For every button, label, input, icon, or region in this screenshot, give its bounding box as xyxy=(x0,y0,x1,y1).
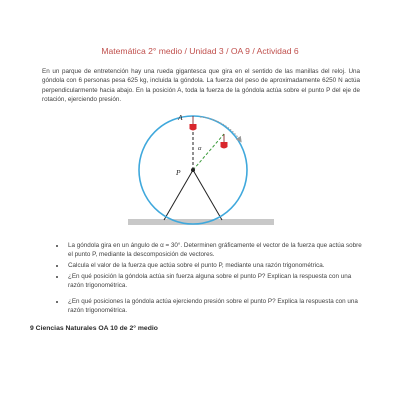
gondola-rotated xyxy=(221,134,228,149)
support-leg-right xyxy=(193,170,222,220)
label-a: A xyxy=(178,113,183,122)
page-title: Matemática 2° medio / Unidad 3 / OA 9 / Actividad 6 xyxy=(101,46,299,56)
gondola-at-a xyxy=(190,116,197,131)
radius-line xyxy=(193,134,224,170)
label-alpha: α xyxy=(198,145,202,152)
support-leg-left xyxy=(164,170,193,220)
task-item: • La góndola gira en un ángulo de α = 30°. Determinen gráficamente el vector de la fuerza que actúa sobre el punto P, mediante la descomposición de vectores. xyxy=(66,241,366,259)
task-item: • ¿En qué posición la góndola actúa sin fuerza alguna sobre el punto P? Explican la respuesta con una razón trigonométrica. xyxy=(66,272,366,290)
problem-statement: En un parque de entretención hay una rueda gigantesca que gira en el sentido de las manillas del reloj. Una góndola con 6 personas pesa 625 kg, incluida la góndola. La fuerza del peso de aproximadamente 6250 N actúa perpendicularmente hacia abajo. En la posición A, toda la fuerza de la góndola actúa sobre el punto P del eje de rotación, ejerciendo presión. xyxy=(42,68,360,104)
rotation-arrow xyxy=(200,117,240,140)
task-item: • Calcula el valor de la fuerza que actúa sobre el punto P, mediante una razón trigonométrica. xyxy=(66,261,366,270)
task-item: • ¿En qué posiciones la góndola actúa ejerciendo presión sobre el punto P? Explica la respuesta con una razón trigonométrica. xyxy=(66,297,366,315)
section-heading: 9 Ciencias Naturales OA 10 de 2° medio xyxy=(30,325,158,332)
label-p: P xyxy=(176,168,181,177)
axis-point-p xyxy=(191,168,195,172)
task-list xyxy=(52,241,366,317)
